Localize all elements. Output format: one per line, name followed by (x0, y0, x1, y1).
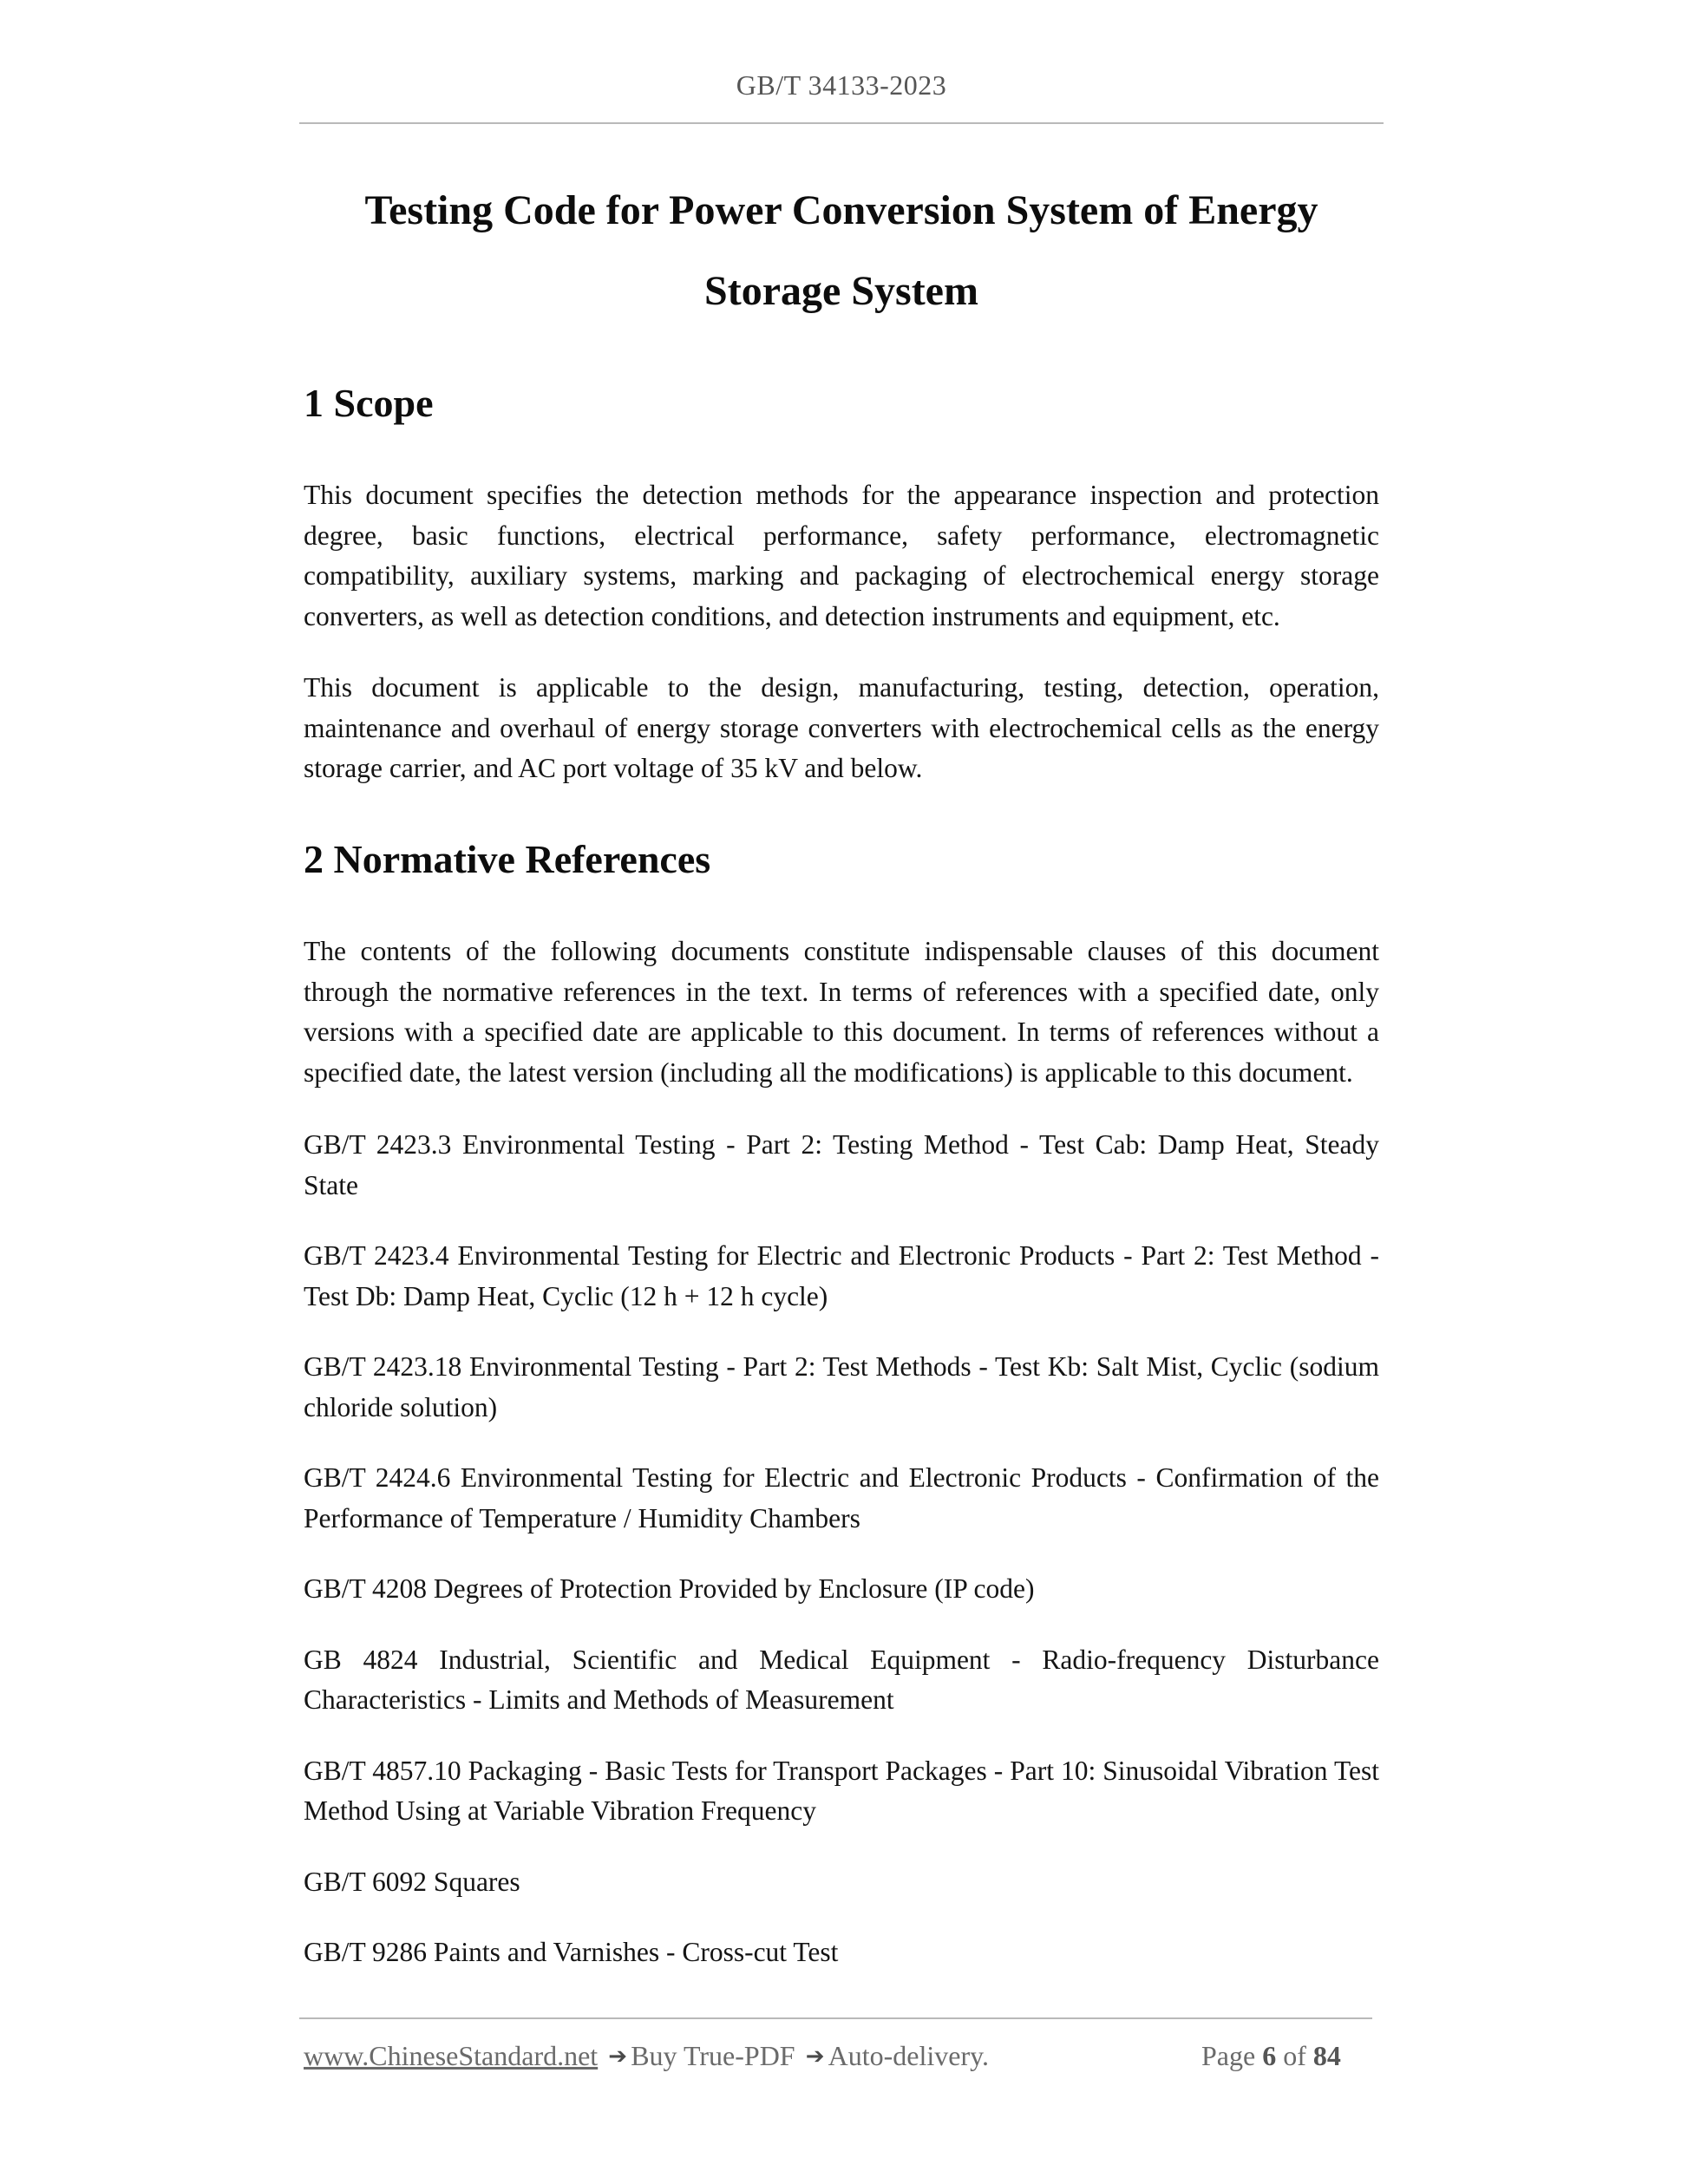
page-current: 6 (1262, 2040, 1277, 2071)
scope-paragraph: This document specifies the detection methods for the appearance inspection and protection degree, basic functions, electrical performance, safety performance, electromagnetic compatibility, auxiliary systems, marking and packaging of electrochemical energy storage converters, as well as detection conditions, and detection instruments and equipment, etc. (304, 480, 1379, 631)
footer-divider (299, 2017, 1372, 2019)
reference-item: GB/T 9286 Paints and Varnishes - Cross-cut Test (304, 1937, 839, 1967)
page-total: 84 (1312, 2040, 1341, 2071)
of-label: of (1283, 2040, 1306, 2071)
document-title-line-2: Storage System (704, 268, 978, 314)
reference-item: GB/T 2423.3 Environmental Testing - Part 2: Testing Method - Test Cab: Damp Heat, Steady State (304, 1129, 1379, 1200)
normative-intro-paragraph: The contents of the following documents constitute indispensable clauses of this document through the normative references in the text. In terms of references with a specified date, only versions with a specified date are applicable to this document. In terms of references without a specified date, the latest version (including all the modifications) is applicable to this document. (304, 936, 1379, 1088)
page-label: Page (1201, 2040, 1256, 2071)
arrow-right-icon: ➔ (608, 2043, 628, 2070)
reference-item: GB/T 2423.18 Environmental Testing - Part 2: Test Methods - Test Kb: Salt Mist, Cyclic (sodium chloride solution) (304, 1351, 1379, 1422)
header-divider (299, 122, 1384, 124)
reference-item: GB/T 4208 Degrees of Protection Provided by Enclosure (IP code) (304, 1573, 1035, 1604)
footer-delivery-text: Auto-delivery. (828, 2040, 990, 2071)
section-heading-normative-references: 2 Normative References (304, 837, 711, 881)
reference-item: GB/T 2423.4 Environmental Testing for Electric and Electronic Products - Part 2: Test Method - Test Db: Damp Heat, Cyclic (12 h + 12 h cycle) (304, 1240, 1379, 1311)
reference-item: GB/T 6092 Squares (304, 1866, 520, 1897)
document-title-line-1: Testing Code for Power Conversion System of Energy (364, 187, 1318, 233)
scope-paragraph: This document is applicable to the design, manufacturing, testing, detection, operation, maintenance and overhaul of energy storage converters with electrochemical cells as the energy storage carrier, and AC port voltage of 35 kV and below. (304, 672, 1379, 783)
section-heading-scope: 1 Scope (304, 381, 434, 425)
footer-website-link[interactable]: www.ChineseStandard.net (304, 2040, 599, 2071)
header-doc-id: GB/T 34133-2023 (736, 69, 947, 101)
arrow-right-icon: ➔ (805, 2043, 825, 2070)
reference-list (304, 1125, 1379, 2004)
reference-item: GB/T 2424.6 Environmental Testing for Electric and Electronic Products - Confirmation of the Performance of Temperature / Humidity Chambers (304, 1462, 1379, 1533)
reference-item: GB/T 4857.10 Packaging - Basic Tests for Transport Packages - Part 10: Sinusoidal Vibration Test Method Using at Variable Vibration Frequency (304, 1755, 1379, 1826)
footer-promo (304, 2040, 989, 2072)
footer-buy-text: Buy True-PDF (631, 2040, 795, 2071)
reference-item: GB 4824 Industrial, Scientific and Medical Equipment - Radio-frequency Disturbance Characteristics - Limits and Methods of Measurement (304, 1644, 1379, 1715)
footer-page-number (1201, 2040, 1341, 2072)
